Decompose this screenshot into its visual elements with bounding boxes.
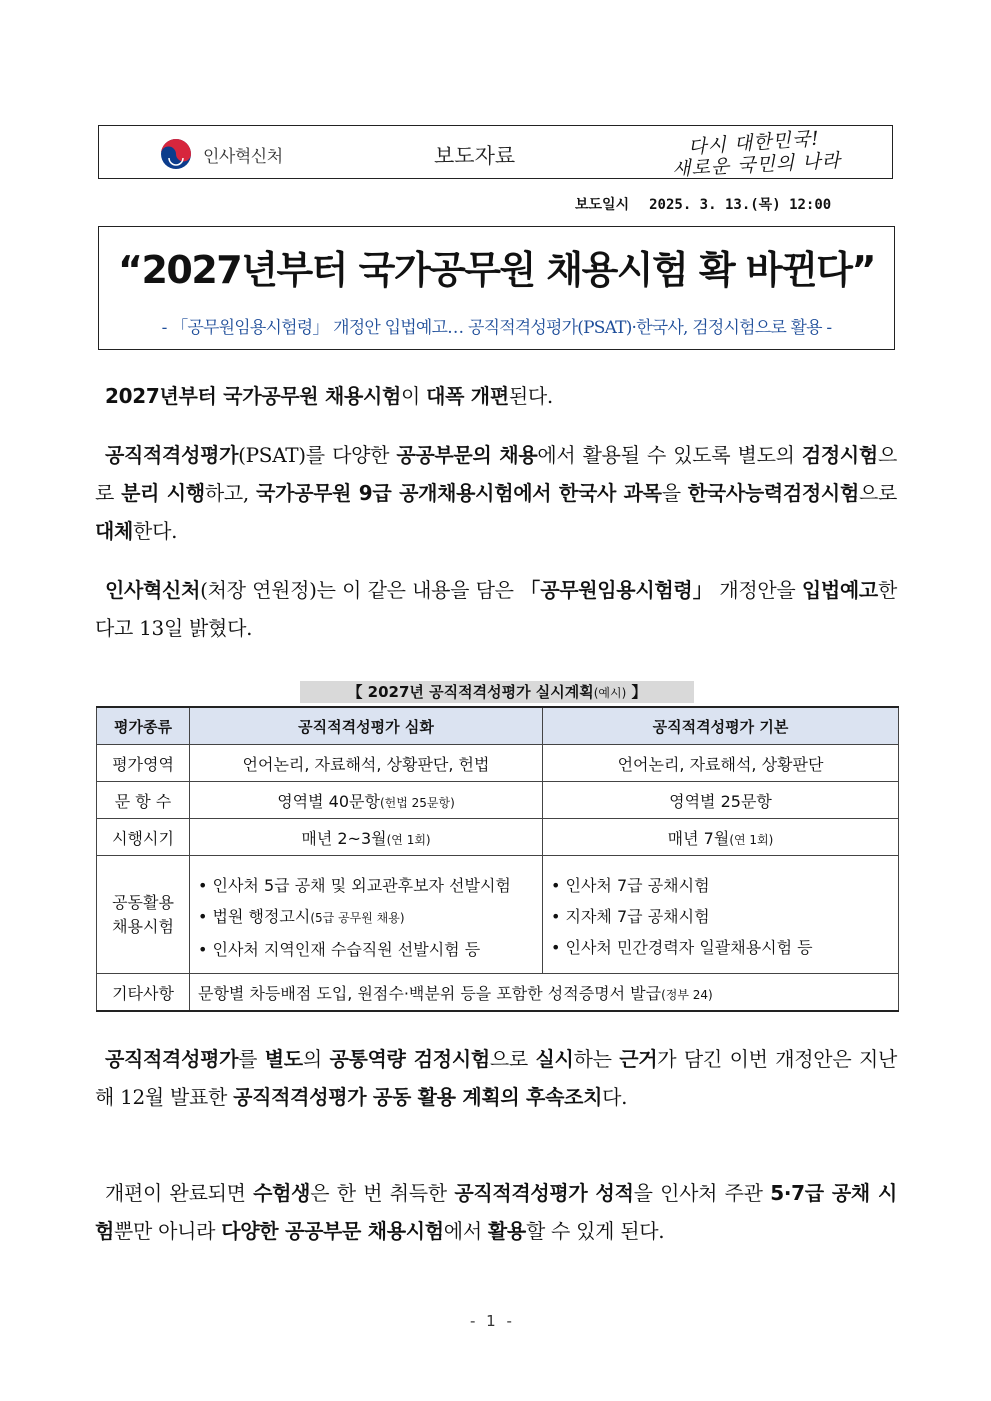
paragraph-4	[95, 1040, 897, 1116]
row-label-period: 시행시기	[97, 819, 190, 856]
p5-text: 개편이 완료되면	[105, 1181, 254, 1205]
cell-note: (연 1회)	[729, 832, 774, 847]
p1-bold: 대폭 개편	[426, 384, 509, 408]
p4-text: 의	[302, 1047, 330, 1071]
p1-bold: 2027년부터 국가공무원 채용시험	[105, 384, 402, 408]
p5-text: 할 수 있게 된다.	[525, 1219, 665, 1243]
cell-text: 매년 7월	[667, 828, 730, 848]
p4-text: 가 담긴 이번 개정안은 지난해 12월 발표한	[95, 1047, 897, 1109]
table-row	[97, 819, 899, 856]
slogan-line-1: 다시 대한민국!	[687, 127, 821, 159]
release-date	[575, 194, 831, 214]
p4-bold: 근거	[619, 1047, 658, 1071]
p5-bold: 다양한 공공부문 채용시험	[221, 1219, 444, 1243]
row-label-etc: 기타사항	[97, 974, 190, 1012]
government-emblem-icon	[160, 138, 192, 170]
table-header-advanced: 공직적격성평가 심화	[190, 707, 543, 745]
table-caption	[300, 681, 694, 703]
list-item: • 인사처 7급 공채시험	[551, 876, 710, 895]
p5-text: 뿐만 아니라	[114, 1219, 222, 1243]
p5-text: 에서	[443, 1219, 488, 1243]
p1-text: 이	[401, 384, 427, 408]
paragraph-3	[95, 571, 897, 647]
p3-bold: 인사혁신처	[105, 578, 201, 602]
p5-text: 은 한 번 취득한	[310, 1181, 455, 1205]
cell-text: 매년 2~3월	[301, 828, 387, 848]
p3-bold: 입법예고	[801, 578, 878, 602]
cell-text: 영역별 40문항	[277, 791, 380, 811]
p2-text: (PSAT)를 다양한	[238, 443, 397, 467]
list-item: • 지자체 7급 공채시험	[551, 907, 710, 926]
cell-area-basic: 언어논리, 자료해석, 상황판단	[543, 745, 899, 782]
table-row	[97, 745, 899, 782]
row-label-area: 평가영역	[97, 745, 190, 782]
p5-bold: 수험생	[253, 1181, 311, 1205]
paragraph-5	[95, 1174, 897, 1250]
p1-text: 된다.	[508, 384, 553, 408]
table-header-basic: 공직적격성평가 기본	[543, 707, 899, 745]
p4-text: 를	[238, 1047, 265, 1071]
paragraph-2	[95, 436, 897, 550]
p3-bold: 「공무원임용시험령」	[520, 578, 713, 602]
list-item: • 인사처 5급 공채 및 외교관후보자 선발시험	[198, 876, 511, 895]
p2-bold: 대체	[95, 519, 134, 543]
cell-usage-advanced	[190, 856, 543, 974]
p2-bold: 공공부문의 채용	[396, 443, 538, 467]
list-item: • 인사처 지역인재 수습직원 선발시험 등	[198, 940, 481, 959]
page-number: - 1 -	[470, 1312, 515, 1330]
p2-text: 에서 활용될 수 있도록 별도의	[537, 443, 802, 467]
cell-etc	[190, 974, 899, 1012]
slogan-line-2: 새로운 국민의 나라	[671, 149, 842, 181]
table-caption-text: 【 2027년 공직적격성평가 실시계획	[347, 683, 594, 701]
table-row	[97, 974, 899, 1012]
cell-usage-basic	[543, 856, 899, 974]
p5-text: 을 인사처 주관	[633, 1181, 771, 1205]
p4-bold: 실시	[535, 1047, 574, 1071]
cell-area-advanced: 언어논리, 자료해석, 상황판단, 헌법	[190, 745, 543, 782]
p2-bold: 한국사능력검정시험	[687, 481, 859, 505]
psat-plan-table	[96, 706, 899, 1012]
table-row	[97, 782, 899, 819]
cell-note: (정부 24)	[661, 987, 713, 1002]
row-label-line: 공동활용	[112, 892, 174, 912]
cell-count-advanced	[190, 782, 543, 819]
p2-text: 하고,	[204, 481, 257, 505]
row-label-usage	[97, 856, 190, 974]
cell-period-advanced	[190, 819, 543, 856]
table-caption-end: 】	[626, 683, 647, 701]
cell-note: (헌법 25문항)	[379, 795, 455, 810]
release-date-label: 보도일시	[575, 197, 630, 213]
cell-text: 문항별 차등배점 도입, 원점수·백분위 등을 포함한 성적증명서 발급	[198, 983, 662, 1003]
p4-bold: 별도	[264, 1047, 303, 1071]
p2-text: 으로	[95, 443, 897, 505]
table-caption-note: (예시)	[593, 686, 627, 700]
list-item: • 인사처 민간경력자 일괄채용시험 등	[551, 938, 813, 957]
p3-text: 한다고 13일 밝혔다.	[95, 578, 897, 640]
subheadline: - 「공무원임용시험령」 개정안 입법예고… 공직적격성평가(PSAT)·한국사, 검정시험으로 활용 -	[161, 318, 832, 338]
release-date-value: 2025. 3. 13.(목) 12:00	[649, 197, 832, 213]
cell-count-basic: 영역별 25문항	[543, 782, 899, 819]
p2-bold: 국가공무원 9급 공개채용시험에서 한국사 과목	[256, 481, 662, 505]
press-release-label: 보도자료	[434, 144, 516, 168]
table-header-type: 평가종류	[97, 707, 190, 745]
p5-bold: 활용	[487, 1219, 526, 1243]
row-label-line: 채용시험	[112, 916, 174, 936]
table-row	[97, 856, 899, 974]
p5-bold: 5·7급 공채 시험	[95, 1181, 898, 1243]
p3-text: (처장 연원정)는 이 같은 내용을 담은	[200, 578, 521, 602]
paragraph-1	[95, 377, 897, 415]
p4-text: 하는	[573, 1047, 620, 1071]
list-item	[198, 901, 534, 934]
row-label-count: 문 항 수	[97, 782, 190, 819]
p2-text: 을	[661, 481, 688, 505]
p5-bold: 공직적격성평가 성적	[454, 1181, 634, 1205]
p2-bold: 검정시험	[801, 443, 878, 467]
list-item-text: • 법원 행정고시	[198, 907, 311, 926]
p3-text: 개정안을	[712, 578, 802, 602]
cell-note: (연 1회)	[386, 832, 431, 847]
p4-bold: 공직적격성평가 공동 활용 계획의 후속조치	[233, 1085, 603, 1109]
p2-text: 으로	[858, 481, 898, 505]
p4-bold: 공통역량 검정시험	[329, 1047, 490, 1071]
list-item-note: (5급 공무원 채용)	[310, 911, 405, 925]
p2-bold: 공직적격성평가	[105, 443, 239, 467]
p4-text: 다.	[602, 1085, 628, 1109]
table-header-row	[97, 707, 899, 745]
p2-text: 한다.	[133, 519, 178, 543]
headline: “2027년부터 국가공무원 채용시험 확 바뀐다”	[118, 248, 875, 292]
cell-period-basic	[543, 819, 899, 856]
p2-bold: 분리 시행	[121, 481, 205, 505]
p4-text: 으로	[489, 1047, 536, 1071]
agency-name: 인사혁신처	[203, 147, 283, 167]
p4-bold: 공직적격성평가	[105, 1047, 239, 1071]
